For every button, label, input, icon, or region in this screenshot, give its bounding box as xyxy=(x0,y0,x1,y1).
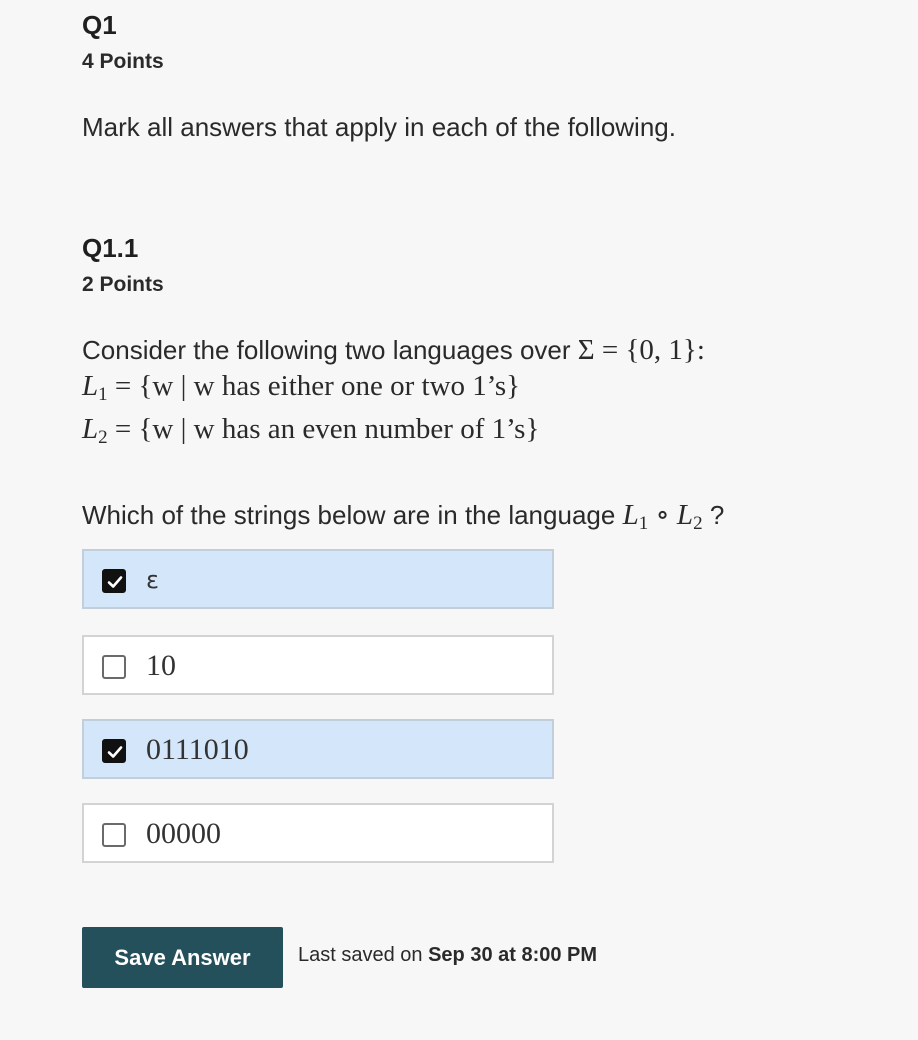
l2-definition xyxy=(82,413,539,449)
question-instructions: Mark all answers that apply in each of the following. xyxy=(82,112,676,142)
l1-subscript: 1 xyxy=(98,384,108,405)
choice-label: 00000 xyxy=(146,817,221,850)
choice-10[interactable] xyxy=(82,635,554,695)
last-saved-status xyxy=(298,944,597,967)
language-intro-text: Consider the following two languages over xyxy=(82,335,571,365)
prompt-l2-subscript: 2 xyxy=(693,513,703,534)
last-saved-prefix: Last saved on xyxy=(298,944,423,966)
checkbox[interactable] xyxy=(102,739,126,763)
subquestion-title: Q1.1 xyxy=(82,233,139,263)
question-points: 4 Points xyxy=(82,50,164,73)
checkbox[interactable] xyxy=(102,655,126,679)
checkmark-icon xyxy=(106,573,124,591)
prompt-tail: ? xyxy=(709,500,725,530)
choice-label: 0111010 xyxy=(146,733,249,766)
question-title: Q1 xyxy=(82,10,117,40)
save-answer-button[interactable]: Save Answer xyxy=(82,927,283,988)
l2-set: = {w | w has an even number of 1’s} xyxy=(114,413,540,445)
prompt-l1-symbol: L xyxy=(622,499,639,531)
l1-symbol: L xyxy=(82,370,99,402)
language-intro xyxy=(82,334,705,367)
l2-symbol: L xyxy=(82,413,99,445)
choice-label: ε xyxy=(146,566,159,594)
prompt-text: Which of the strings below are in the language xyxy=(82,500,616,530)
checkbox[interactable] xyxy=(102,823,126,847)
choice-00000[interactable] xyxy=(82,803,554,863)
checkbox[interactable] xyxy=(102,569,126,593)
choice-epsilon[interactable] xyxy=(82,549,554,609)
checkmark-icon xyxy=(106,743,124,761)
concat-operator: ∘ xyxy=(655,499,670,531)
question-prompt xyxy=(82,497,724,535)
last-saved-time: Sep 30 at 8:00 PM xyxy=(428,944,598,966)
prompt-l2-symbol: L xyxy=(676,499,694,531)
l1-set: = {w | w has either one or two 1’s} xyxy=(114,370,521,402)
sigma-definition: Σ = {0, 1}: xyxy=(577,334,705,366)
choice-0111010[interactable] xyxy=(82,719,554,779)
l1-definition xyxy=(82,370,520,406)
subquestion-points: 2 Points xyxy=(82,273,164,296)
choice-label: 10 xyxy=(146,649,176,682)
l2-subscript: 2 xyxy=(98,427,108,448)
prompt-l1-subscript: 1 xyxy=(638,513,649,534)
